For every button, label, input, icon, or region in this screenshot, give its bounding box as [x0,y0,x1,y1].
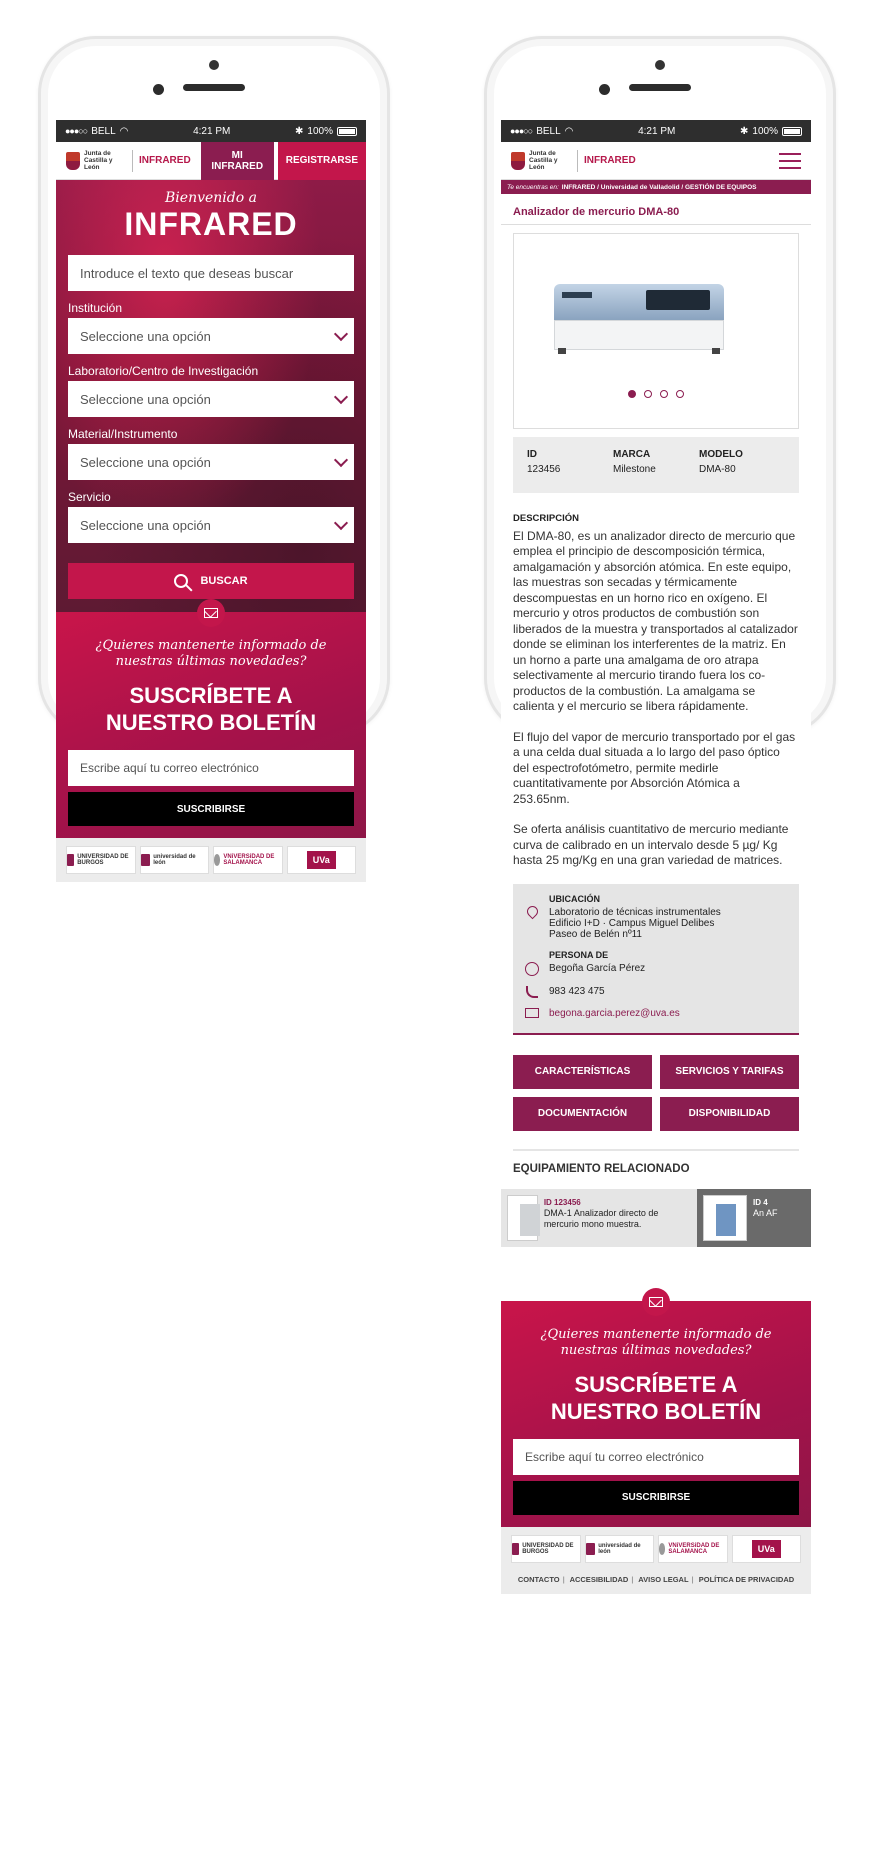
footer-links: CONTACTO | ACCESIBILIDAD | AVISO LEGAL | POLÍTICA DE PRIVACIDAD [501,1571,811,1594]
related-card[interactable] [501,1189,697,1247]
breadcrumb-path[interactable]: INFRARED / Universidad de Valladolid / GESTIÓN DE EQUIPOS [561,183,757,191]
spec-id: ID 123456 [527,449,561,475]
leon-logo[interactable]: universidad de león [585,1535,655,1563]
battery-level: 100% [752,125,778,137]
search-button-label: BUSCAR [200,575,248,587]
breadcrumb [501,180,811,194]
envelope-icon [204,608,218,618]
chevron-down-icon [334,389,348,403]
detail-screen [501,120,811,1800]
leon-logo[interactable]: universidad de león [140,846,210,874]
clock: 4:21 PM [638,125,676,137]
email-link[interactable]: begona.garcia.perez@uva.es [549,1007,680,1019]
documentation-button[interactable]: DOCUMENTACIÓN [513,1097,652,1131]
search-button[interactable] [68,563,354,599]
spec-brand: MARCA Milestone [613,449,656,475]
status-bar [501,120,811,142]
related-card[interactable] [697,1189,811,1247]
brand-name: INFRARED [139,155,191,166]
partner-logos [56,838,366,882]
detail-actions [513,1055,799,1131]
castilla-leon-shield-icon [66,152,80,170]
description [501,493,811,869]
sensor-icon [153,84,164,95]
bluetooth-icon: ✱ [295,125,304,137]
battery-icon [782,127,802,136]
phone-number[interactable]: 983 423 475 [549,985,605,997]
select-value: Seleccione una opción [80,454,211,470]
laboratory-label: Laboratorio/Centro de Investigación [68,364,259,378]
related-thumbnail [703,1195,747,1241]
camera-icon [655,60,665,70]
uva-logo[interactable]: UVa [287,846,357,874]
sensor-icon [599,84,610,95]
breadcrumb-prefix: Te encuentras en: [507,183,559,191]
spec-model: MODELO DMA-80 [699,449,743,475]
phone-row[interactable] [523,986,789,998]
newsletter-title: SUSCRÍBETE A NUESTRO BOLETÍN [105,683,317,735]
brand-name: INFRARED [584,155,636,166]
description-paragraph: Se oferta análisis cuantitativo de mercurio mediante curva de calibrado en un intervalo desde 5 µg/ Kg hasta 25 mg/Kg en una gran variedad de matrices. [513,822,789,867]
hamburger-menu-icon[interactable] [779,153,801,169]
salamanca-logo[interactable]: VNiVERSiDAD DE SALAMANCA [658,1535,728,1563]
search-panel [56,180,366,612]
carousel-dot[interactable] [660,390,668,398]
newsletter-question: ¿Quieres mantenerte informado de nuestras últimas novedades? [95,638,327,669]
carrier: BELL [536,125,561,137]
wifi-icon: ◠ [564,125,574,137]
institution-label: Institución [68,301,123,315]
site-logo[interactable] [501,142,636,179]
laboratory-select[interactable] [68,381,354,417]
newsletter-question: ¿Quieres mantenerte informado de nuestras últimas novedades? [540,1326,772,1358]
newsletter-panel [56,612,366,838]
footer-link-contact[interactable]: CONTACTO [517,1574,560,1584]
newsletter-panel [501,1301,811,1527]
castilla-leon-shield-icon [511,152,525,170]
footer-link-privacy[interactable]: POLÍTICA DE PRIVACIDAD [698,1574,795,1584]
select-value: Seleccione una opción [80,517,211,533]
footer-link-legal[interactable]: AVISO LEGAL [638,1574,689,1584]
service-label: Servicio [68,490,111,504]
signal-icon: ●●●○○ [510,126,533,136]
select-value: Seleccione una opción [80,328,211,344]
search-icon [174,574,188,588]
wifi-icon: ◠ [119,125,129,137]
chevron-down-icon [334,452,348,466]
hero-title: INFRARED [124,206,298,242]
chevron-down-icon [334,515,348,529]
newsletter-title: SUSCRÍBETE A NUESTRO BOLETÍN [550,1371,762,1424]
logo-divider [132,150,133,172]
welcome-text: Bienvenido a [165,190,257,206]
org-name: Junta de Castilla y León [529,150,558,171]
description-paragraph: El DMA-80, es un analizador directo de mercurio que emplea el principio de descomposición térmica, amalgamación y absorción atómica. En este equipo, las muestras son secadas y térmicamente descompuestas en un horno rico en oxígeno. El mercurio y otros productos de combustión son liberados de la muestra y transportados al catalizador donde se eliminan los interferentes de la matriz. En un horno a parte una amalgama de oro atrapa selectivamente al mercurio tirando fuera los co-productos de la combustión. La amalgama se calienta y el mercurio se libera rápidamente. [513,528,798,713]
envelope-icon [649,1297,663,1307]
person-icon [525,962,539,976]
bluetooth-icon: ✱ [740,125,749,137]
carousel-dot[interactable] [628,390,636,398]
carousel-dot[interactable] [644,390,652,398]
description-paragraph: El flujo del vapor de mercurio transportado por el gas a una celda dual situada a lo largo del paso óptico del espectrofotómetro, permite medirle cuantitativamente por Absorción Atómica a 253.65nm. [513,729,796,806]
services-rates-button[interactable]: SERVICIOS Y TARIFAS [660,1055,799,1089]
uva-logo[interactable]: UVa [732,1535,802,1563]
logo-divider [577,150,578,172]
availability-button[interactable]: DISPONIBILIDAD [660,1097,799,1131]
org-name: Junta de Castilla y León [84,150,113,171]
related-carousel[interactable] [501,1189,811,1247]
description-heading: DESCRIPCIÓN [513,513,579,524]
carousel-dot[interactable] [676,390,684,398]
salamanca-logo[interactable]: VNiVERSiDAD DE SALAMANCA [213,846,283,874]
crest-icon [67,854,74,866]
signal-icon: ●●●○○ [65,126,88,136]
newsletter-email-input[interactable]: Escribe aquí tu correo electrónico [68,750,354,786]
mi-infrared-button[interactable]: MI INFRARED [201,142,274,180]
location-row: UBICACIÓN Laboratorio de técnicas instrumentales Edificio I+D · Campus Miguel Delibes Paseo de Belén nº11 [523,894,789,940]
carousel-pager [514,390,798,398]
crest-icon [141,854,151,866]
location-pin-icon [524,903,540,919]
characteristics-button[interactable]: CARACTERÍSTICAS [513,1055,652,1089]
search-input[interactable]: Introduce el texto que deseas buscar [68,255,354,291]
crest-icon [586,1543,596,1555]
institution-select[interactable] [68,318,354,354]
subscribe-button[interactable]: SUSCRIBIRSE [68,792,354,826]
phone-icon [526,986,538,998]
contact-card [513,884,799,1035]
site-header [56,142,366,180]
speaker-grill [183,84,245,91]
battery-icon [337,127,357,136]
spec-table [513,437,799,493]
select-value: Seleccione una opción [80,391,211,407]
dma80-product-image [554,284,724,354]
burgos-logo[interactable]: UNIVERSIDAD DE BURGOS [66,846,136,874]
subscribe-button[interactable]: SUSCRIBIRSE [513,1481,799,1515]
instrument-select[interactable] [68,444,354,480]
register-button[interactable]: REGISTRARSE [278,142,366,180]
clock: 4:21 PM [193,125,231,137]
speaker-grill [629,84,691,91]
related-heading: EQUIPAMIENTO RELACIONADO [513,1149,799,1175]
person-row: PERSONA DE Begoña García Pérez [523,950,789,976]
related-thumbnail [507,1195,538,1241]
related-text: ID 4 An AF [753,1197,778,1218]
crest-icon [512,1543,519,1555]
image-carousel[interactable] [513,233,799,429]
envelope-badge [642,1288,670,1316]
mail-icon [525,1008,539,1018]
instrument-label: Material/Instrumento [68,427,178,441]
footer-link-accessibility[interactable]: ACCESIBILIDAD [569,1574,629,1584]
related-text: ID 123456 DMA-1 Analizador directo de mercurio mono muestra. [543,1197,659,1229]
crest-icon [214,854,220,866]
site-header [501,142,811,180]
page-title: Analizador de mercurio DMA-80 [501,194,811,225]
camera-icon [209,60,219,70]
newsletter-email-input[interactable]: Escribe aquí tu correo electrónico [513,1439,799,1475]
battery-level: 100% [307,125,333,137]
service-select[interactable] [68,507,354,543]
status-bar [56,120,366,142]
carrier: BELL [91,125,116,137]
chevron-down-icon [334,326,348,340]
crest-icon [659,1543,665,1555]
envelope-badge [197,599,225,627]
burgos-logo[interactable]: UNIVERSIDAD DE BURGOS [511,1535,581,1563]
email-row[interactable] [523,1008,789,1019]
site-logo[interactable] [56,142,191,179]
partner-logos [501,1527,811,1571]
home-screen [56,120,366,1020]
